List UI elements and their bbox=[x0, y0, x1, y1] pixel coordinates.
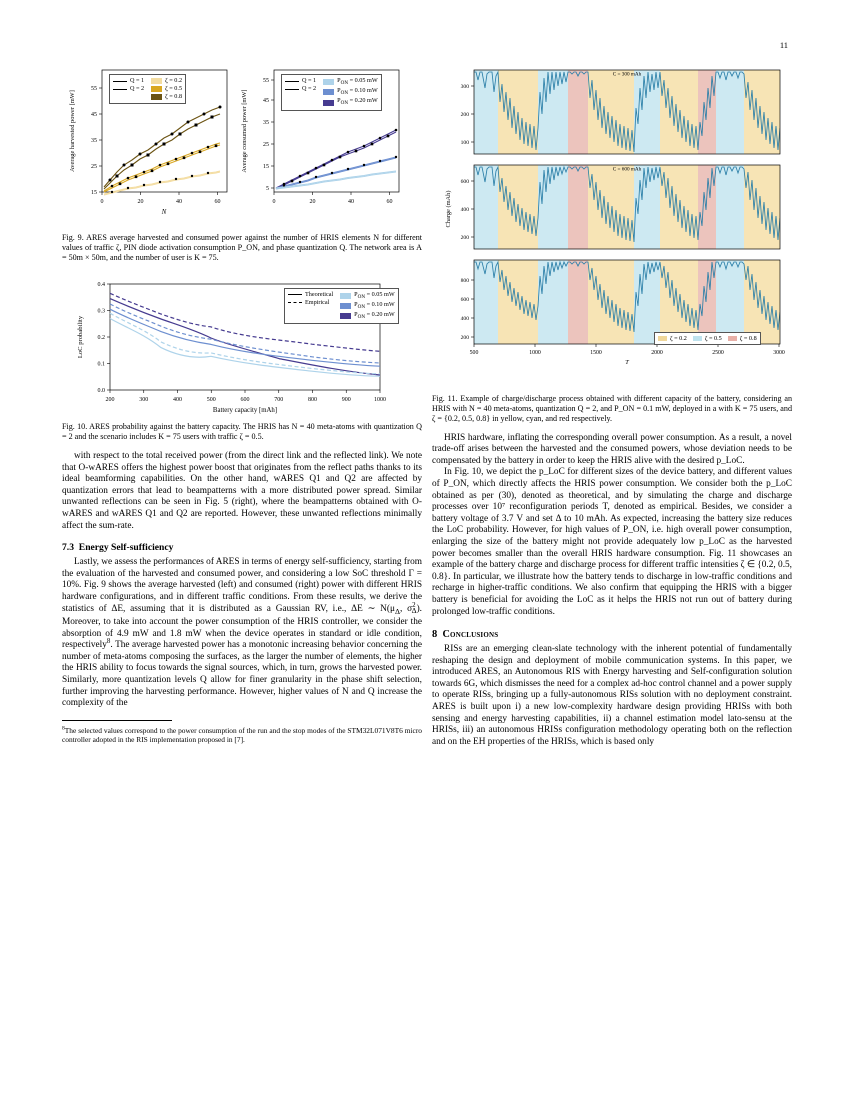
svg-text:55: 55 bbox=[91, 86, 97, 92]
svg-text:500: 500 bbox=[206, 396, 216, 403]
section-heading-8: 8 Conclusions bbox=[432, 629, 499, 641]
svg-text:25: 25 bbox=[263, 142, 269, 148]
svg-text:500: 500 bbox=[469, 350, 479, 356]
figure-9-caption: Fig. 9. ARES average harvested and consumed power against the number of HRIS elements N for different values of traffic ζ, PIN diode activation consumption P_ON, and phase quantization Q. The network area is A = 50m × 50m, and the number of user is K = 75. bbox=[62, 233, 422, 263]
svg-text:600: 600 bbox=[240, 396, 250, 403]
svg-text:200: 200 bbox=[105, 396, 115, 403]
svg-text:600: 600 bbox=[460, 297, 469, 303]
svg-text:45: 45 bbox=[91, 112, 97, 118]
svg-text:0.4: 0.4 bbox=[97, 281, 105, 288]
svg-text:0.0: 0.0 bbox=[97, 387, 105, 394]
svg-text:300: 300 bbox=[460, 84, 469, 90]
svg-text:C = 300 mAh: C = 300 mAh bbox=[612, 71, 642, 78]
svg-text:100: 100 bbox=[460, 140, 469, 146]
svg-text:800: 800 bbox=[460, 278, 469, 284]
svg-text:T: T bbox=[625, 359, 629, 366]
svg-text:Battery capacity [mAh]: Battery capacity [mAh] bbox=[212, 406, 278, 414]
footnote-separator bbox=[62, 720, 172, 721]
svg-text:25: 25 bbox=[91, 164, 97, 170]
svg-text:1000: 1000 bbox=[529, 350, 541, 356]
svg-text:35: 35 bbox=[91, 138, 97, 144]
svg-text:400: 400 bbox=[460, 316, 469, 322]
svg-text:15: 15 bbox=[263, 164, 269, 170]
left-paragraph-2: Lastly, we assess the performances of ARES in terms of energy self-sufficiency, starting from the evaluation of the harvested and consumed power, and considering a low SoC threshold Γ = 10%. Fig. 9 shows the average harvested (left) and consumed (right) power with different HRIS hardware configurations, and in different traffic conditions. From these results, we derive the statistics of ΔE, assuming that it is distributed as a Gaussian RV, i.e., ΔE ∼ $N(\mu_\Delta$, $\sigma^2_\Delta$). Moreover, to take into account the power consumption of the HRIS controller, we consider the absorption of 4.9 mW and 1.8 mW when the device operates in standard or idle condition, respectively$^8$. The average harvested power has a monotonic increasing behavior concerning the number of meta-atoms composing the surfaces, as the larger the number of elements, the higher the HRIS ability to focus towards the signal sources, which, in turn, grows the harvested power. Similarly, more quantization levels Q allow for finer granularity in the phase shift selection, further improving the harvesting performance. However, higher values of N and Q increase the complexity of the bbox=[62, 557, 422, 709]
svg-text:200: 200 bbox=[460, 235, 469, 241]
svg-text:3000: 3000 bbox=[773, 350, 785, 356]
figure-11-caption: Fig. 11. Example of charge/discharge process obtained with different capacity of the battery, considering an HRIS with N = 40 meta-atoms, quantization Q = 2, and P_ON = 0.1 mW, deployed in a with K = 75 users, and ζ = {0.2, 0.5, 0.8} in yellow, cyan, and red respectively. bbox=[432, 394, 792, 424]
svg-text:40: 40 bbox=[176, 199, 182, 205]
right-paragraph-1: HRIS hardware, inflating the corresponding overall power consumption. As a result, a novel trade-off arises between the harvested and the consumed powers, whose deviation needs to be compensated by the battery in order to keep the HRIS alive with the desired p_LoC. bbox=[432, 432, 792, 466]
svg-text:400: 400 bbox=[460, 207, 469, 213]
left-column bbox=[62, 62, 422, 744]
footnote-8: $^8$The selected values correspond to the power consumption of the run and the stop modes of the STM32L071V8T6 micro controller adopted in the RIS implementation proposed in [7]. bbox=[62, 725, 422, 744]
fig9-left-legend: Q = 1 Q = 2 ζ = 0.2 ζ = 0.5 ζ = 0.8 bbox=[109, 74, 186, 104]
page-number: 11 bbox=[779, 40, 788, 50]
svg-text:400: 400 bbox=[173, 396, 182, 403]
svg-text:700: 700 bbox=[274, 396, 284, 403]
svg-text:Average harvested power [mW]: Average harvested power [mW] bbox=[69, 90, 76, 172]
figure-11 bbox=[432, 62, 792, 425]
svg-text:Charge (mAh): Charge (mAh) bbox=[445, 190, 452, 228]
svg-text:55: 55 bbox=[263, 78, 269, 84]
svg-text:0: 0 bbox=[272, 199, 276, 205]
svg-text:40: 40 bbox=[348, 199, 354, 205]
svg-text:1500: 1500 bbox=[590, 350, 602, 356]
fig10-legend: Theoretical Empirical $P_{ON} = 0.05$ mW $P_{ON} = 0.10$ mW $P_{ON} = 0.20$ mW bbox=[284, 288, 399, 325]
svg-text:600: 600 bbox=[460, 179, 469, 185]
svg-text:45: 45 bbox=[263, 98, 269, 104]
svg-text:2500: 2500 bbox=[712, 350, 724, 356]
section-heading-7-3: 7.3 Energy Self-sufficiency bbox=[62, 542, 174, 554]
svg-text:0.3: 0.3 bbox=[97, 308, 105, 315]
left-paragraph-1: with respect to the total received power (from the direct link and the reflected link). We note that O-wARES offers the highest power boost that originates from the reflect paths thanks to its ideal beamforming capabilities. On the other hand, wARES Q1 and Q2 are affected by quantization errors that lead to beampatterns with a more distributed power spread. Similar unwanted reflections can be seen in Fig. 5 (right), where the beampatterns obtained with O-wARES and wARES Q1 and Q2 are reported. However, these unwanted reflections minimally affect the sum-rate. bbox=[62, 451, 422, 531]
svg-text:1000: 1000 bbox=[374, 396, 386, 403]
svg-text:300: 300 bbox=[139, 396, 149, 403]
svg-text:Average consumed power [mW]: Average consumed power [mW] bbox=[241, 89, 248, 173]
svg-text:60: 60 bbox=[386, 199, 393, 205]
svg-text:5: 5 bbox=[266, 186, 269, 192]
svg-text:N: N bbox=[161, 209, 167, 216]
right-column bbox=[432, 62, 792, 748]
svg-text:20: 20 bbox=[309, 199, 316, 205]
right-paragraph-3: RISs are an emerging clean-slate technology with the inherent potential of fundamentally reshaping the design and deployment of mobile communication systems. In this paper, we introduced ARES, an Autonomous RIS with Energy harvesting and Self-configuration solution towards 6G, which dismisses the need for a complex ad-hoc control channel and a power supply to operate RISs, bringing up a fully-autonomous RISs solution with no deployment constraint. ARES is built upon i) a new low-complexity hardware design providing HRISs with both sensing and energy harvesting capabilities, ii) a channel estimation model lato-sensu at the HRISs, iii) an autonomous HRISs configuration methodology operating both on the reflection and on the EH properties of the HRISs, which is based only bbox=[432, 644, 792, 747]
svg-text:C = 600 mAh: C = 600 mAh bbox=[612, 166, 642, 173]
svg-text:800: 800 bbox=[308, 396, 317, 403]
svg-text:20: 20 bbox=[137, 199, 144, 205]
figure-10-caption: Fig. 10. ARES probability against the battery capacity. The HRIS has N = 40 meta-atoms with quantization Q = 2 and the scenario includes K = 75 users with traffic ζ = 0.5. bbox=[62, 421, 422, 441]
svg-text:900: 900 bbox=[341, 396, 351, 403]
figure-10 bbox=[62, 276, 422, 442]
svg-text:200: 200 bbox=[460, 335, 469, 341]
svg-text:35: 35 bbox=[263, 120, 269, 126]
fig11-legend: ζ = 0.2 ζ = 0.5 ζ = 0.8 bbox=[654, 332, 761, 345]
right-paragraph-2: In Fig. 10, we depict the p_LoC for different sizes of the device battery, and different values of P_ON, which directly affects the HRIS power consumption. We consider both the p_LoC obtained as per (30), denoted as theoretical, and by simulating the charge and discharge processes over 10⁷ reconfiguration periods T, denoted as empirical. Besides, we consider a battery voltage of 3.7 V and set Δ to 10 mAh. As expected, increasing the battery size reduces the LoC probability. However, for high values of P_ON, i.e. high overall power consumption, enlarging the size of the battery might not provide adequately low p_LoC as the harvested power becomes smaller than the overall HRIS hardware consumption. Fig. 11 showcases an example of the battery charge and discharge process for different traffic intensities ζ ∈ {0.2, 0.5, 0.8}. In particular, we illustrate how the battery tends to discharge in low-traffic conditions and recharge in higher-traffic conditions. We also confirm that equipping the HRIS with a bigger battery is beneficial for avoiding the LoC as it helps the HRIS not run out of battery during prolonged low-traffic conditions. bbox=[432, 467, 792, 617]
svg-text:2000: 2000 bbox=[651, 350, 663, 356]
svg-text:200: 200 bbox=[460, 112, 469, 118]
figure-9 bbox=[62, 62, 422, 264]
svg-text:LoC probability: LoC probability bbox=[77, 315, 84, 358]
svg-text:0.1: 0.1 bbox=[97, 361, 105, 368]
svg-text:15: 15 bbox=[91, 190, 97, 196]
svg-text:0.2: 0.2 bbox=[97, 334, 105, 341]
fig9-right-legend: Q = 1 Q = 2 $P_{ON} = 0.05$ mW $P_{ON} = 0.10$ mW $P_{ON} = 0.20$ mW bbox=[281, 74, 382, 111]
svg-text:60: 60 bbox=[214, 199, 221, 205]
svg-text:0: 0 bbox=[100, 199, 104, 205]
